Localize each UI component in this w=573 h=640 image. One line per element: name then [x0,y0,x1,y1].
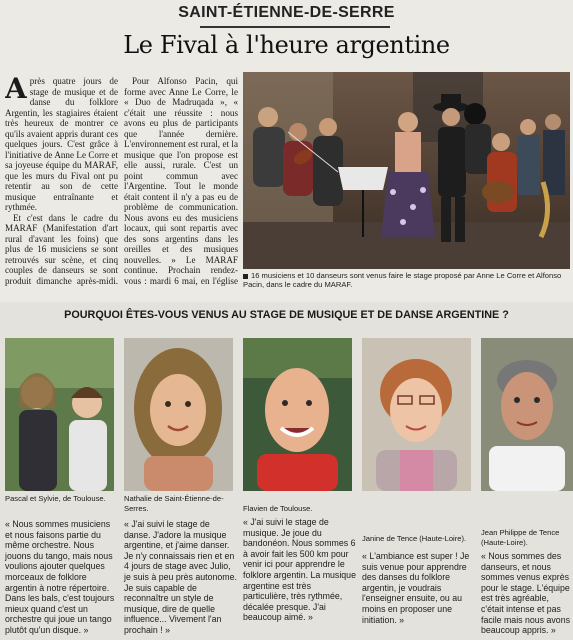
kicker-underline [200,26,390,28]
person-name: Pascal et Sylvie, de Toulouse. [5,494,106,503]
portrait-janine [362,338,471,491]
portrait-illustration [362,338,471,491]
portrait-pascal-sylvie [5,338,114,491]
person-name: Jean Philippe de Tence (Haute-Loire). [481,528,560,547]
article-paragraph: Pour Alfonso Pacin, qui forme avec Anne Le Corre, le « Duo de Madruqada », « c'était une réussite : nous avons eu plus de participants que l'année dernière. L'environnement est rural, et la musique que l'on propose est elle aussi, rurale. C'est un point commun avec l'Argentine. Tout le monde était content il n'y a pas eu de problème de communication. Nous avons eu des musiciens locaux, qui sont repartis avec des sons argentins dans les oreilles et des musiques nouvelles. » Le MARAF continue. Prochain rendez-vous : mardi 6 mai, en l'église [124,76,238,286]
person-name: Nathalie de Saint-Étienne-de-Serres. [124,494,224,513]
portrait-nathalie [124,338,233,491]
portrait-flavien [243,338,352,491]
stage-photo-illustration [243,72,570,269]
portrait-illustration [5,338,114,491]
person-quote: « Nous sommes musiciens et nous faisons partie du même orchestre. Nous jouons du tango, mais nous voulions ajouter quelques morceaux de folklore argentin à notre répertoire. Dans les bals, c'est toujours mieux quand c'est un orchestre qui joue un tango plutôt qu'un disque. » [5,519,115,635]
person-name: Flavien de Toulouse. [243,504,313,513]
photo-caption-text: 16 musiciens et 10 danseurs sont venus faire le stage proposé par Anne Le Corre et Alfonso Pacin, dans le cadre du MARAF. [243,271,562,289]
headline: Le Fival à l'heure argentine [123,31,450,59]
photo-caption [243,271,570,289]
person-quote: « J'ai suivi le stage de danse. J'adore la musique argentine, et j'aime danser. Je n'y connaissais rien et en 4 jours de stage avec Julio, je suis à peu près autonome. Je suis capable de reconnaître un style de musique, dire de quelle influence... Vivement l'an prochain ! » [124,519,237,635]
portrait-illustration [481,338,573,491]
person-quote: « L'ambiance est super ! Je suis venue pour apprendre des danses du folklore argentin, je voudrais l'enseigner ensuite, ou au moins en proposer une initiation. » [362,551,470,625]
person-quote: « J'ai suivi le stage de musique. Je joue du bandonéon. Nous sommes 6 à avoir fait les 500 km pour venir ici pour apprendre le folklore argentin. La musique argentine est très particulière, très rythmée, décalée presque. J'ai beaucoup aimé. » [243,517,356,623]
portrait-illustration [124,338,233,491]
caption-bullet-icon [243,274,248,279]
article-paragraph: Et c'est dans le cadre du MARAF (Manifestation d'art rural d'avant les foins) que plus de 16 musiciens se sont retrouvés sur scène, et cinq couples de danseurs se sont produit dimanche après-midi. [5,212,118,286]
article-column-2 [124,76,238,286]
person-name: Janine de Tence (Haute-Loire). [362,534,467,543]
stage-photo [243,72,570,269]
drop-cap: A [5,76,27,105]
portrait-jean-philippe [481,338,573,491]
article-paragraph: près quatre jours de stage de musique et de danse du folklore Argentin, les stagiaires étaient très heureux de montrer ce qu'ils avaient appris durant ces quelques jours. C'est grâce à l'initiative de Anne Le Corre et sa joyeuse équipe du MARAF, que les murs du Fival ont pu retentir au son de cette musique entraînante et rythmée. [5,76,118,212]
portrait-illustration [243,338,352,491]
article-column-1 [5,76,118,286]
section-kicker: SAINT-ÉTIENNE-DE-SERRE [178,4,395,21]
survey-title: POURQUOI ÊTES-VOUS VENUS AU STAGE DE MUSIQUE ET DE DANSE ARGENTINE ? [64,309,509,321]
person-quote: « Nous sommes des danseurs, et nous sommes venus exprès pour le stage. L'équipe est très agréable, c'était intense et pas facile mais nous avons beaucoup appris. » [481,551,570,636]
